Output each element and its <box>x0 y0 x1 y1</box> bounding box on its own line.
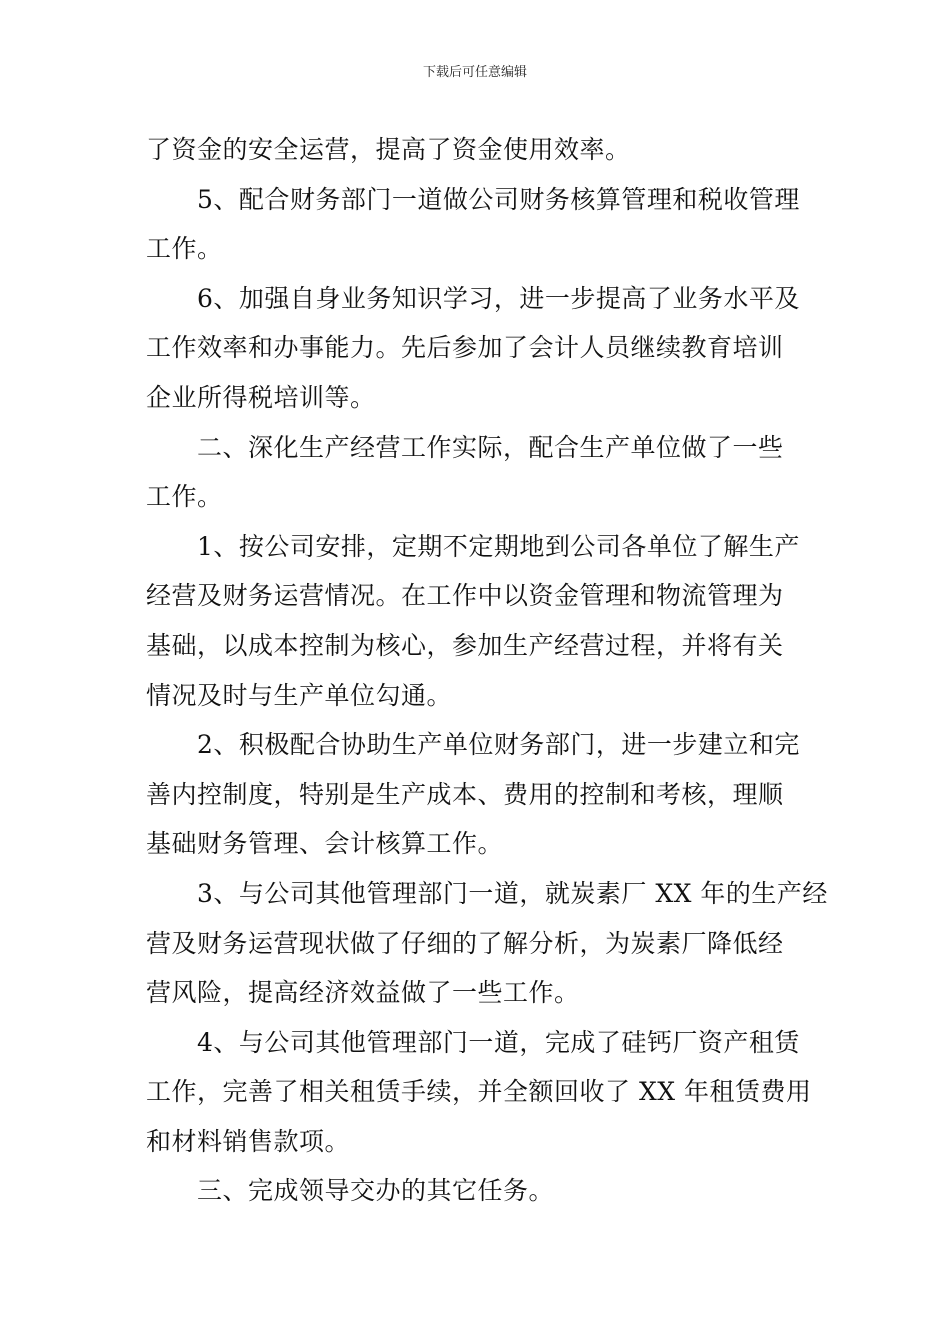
text-line: 和材料销售款项。 <box>146 1126 351 1156</box>
text-line: 情况及时与生产单位勾通。 <box>146 680 453 710</box>
text-line: 4、与公司其他管理部门一道，完成了硅钙厂资产租赁 <box>197 1027 800 1057</box>
text-line: 5、配合财务部门一道做公司财务核算管理和税收管理 <box>197 184 800 214</box>
paragraph-2 <box>146 175 810 274</box>
text-line: 企业所得税培训等。 <box>146 382 376 412</box>
text-line: 6、加强自身业务知识学习，进一步提高了业务水平及 <box>197 283 800 313</box>
text-line: 营及财务运营现状做了仔细的了解分析，为炭素厂降低经 <box>146 928 784 958</box>
text-line: 工作。 <box>146 482 223 512</box>
section-heading-line: 二、深化生产经营工作实际，配合生产单位做了一些 <box>197 432 784 462</box>
paragraph-3 <box>146 274 810 423</box>
text-line: 工作效率和办事能力。先后参加了会计人员继续教育培训 <box>146 333 784 363</box>
paragraph-5 <box>146 522 810 720</box>
text-line: 3、与公司其他管理部门一道，就炭素厂 XX 年的生产经 <box>197 878 828 908</box>
text-line: 2、积极配合协助生产单位财务部门，进一步建立和完 <box>197 730 800 760</box>
paragraph-6 <box>146 720 810 869</box>
text-line: 基础财务管理、会计核算工作。 <box>146 829 504 859</box>
page-header: 下载后可任意编辑 <box>422 65 527 80</box>
text-line: 经营及财务运营情况。在工作中以资金管理和物流管理为 <box>146 581 784 611</box>
text-line: 1、按公司安排，定期不定期地到公司各单位了解生产 <box>197 531 800 561</box>
paragraph-9 <box>146 1166 810 1216</box>
section-heading-line: 三、完成领导交办的其它任务。 <box>197 1176 555 1206</box>
text-line: 工作。 <box>146 234 223 264</box>
paragraph-4 <box>146 423 810 522</box>
text-line: 营风险，提高经济效益做了一些工作。 <box>146 978 580 1008</box>
paragraph-8 <box>146 1018 810 1167</box>
text-line: 了资金的安全运营，提高了资金使用效率。 <box>146 135 631 164</box>
text-line: 善内控制度，特别是生产成本、费用的控制和考核，理顺 <box>146 779 784 809</box>
text-line: 工作，完善了相关租赁手续，并全额回收了 XX 年租赁费用 <box>146 1077 812 1107</box>
document-body <box>146 125 828 1216</box>
paragraph-1 <box>146 125 810 175</box>
paragraph-7 <box>146 869 828 1018</box>
text-line: 基础，以成本控制为核心，参加生产经营过程，并将有关 <box>146 630 784 660</box>
